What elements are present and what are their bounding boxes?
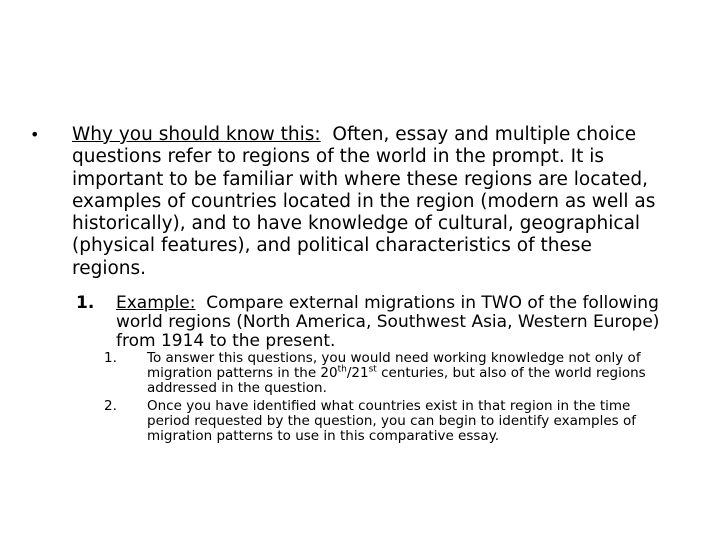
example-body: Compare external migrations in TWO of the following world regions (North America, Southwest Asia, Western Europe) from 1914 to the present. (116, 293, 660, 351)
sub-item-1-sup-st: st (368, 364, 377, 375)
example-paragraph (116, 294, 676, 351)
sub-item-1-part-a: To answer this questions, you would need working knowledge not only of migration patterns in the 20 (147, 350, 641, 382)
sub-item-2-text: Once you have identified what countries exist in that region in the time period requested by the question, you can begin to identify examples of migration patterns to use in this comparative essay. (147, 398, 636, 445)
sub-item-2-marker: 2. (104, 398, 117, 414)
bullet-lead: Why you should know this: (72, 124, 321, 145)
example-lead: Example: (116, 293, 196, 313)
example-marker: 1. (76, 293, 95, 313)
sub-item-1-text (147, 351, 667, 397)
bullet-body: Often, essay and multiple choice questions refer to regions of the world in the prompt. It is important to be familiar with where these regions are located, examples of countries located in the region (modern as well as historically), and to have knowledge of cultural, geographical (physical features), and political characteristics of these regions. (72, 124, 656, 279)
sub-item-1-sup-th: th (337, 364, 347, 375)
sub-item-1-marker: 1. (104, 350, 117, 366)
bullet-marker: • (30, 125, 40, 144)
sub-item-1-part-b: /21 (346, 365, 369, 382)
sub-item-1-part-c: centuries, but also of the world regions addressed in the question. (147, 365, 646, 397)
bullet-paragraph (72, 124, 662, 280)
